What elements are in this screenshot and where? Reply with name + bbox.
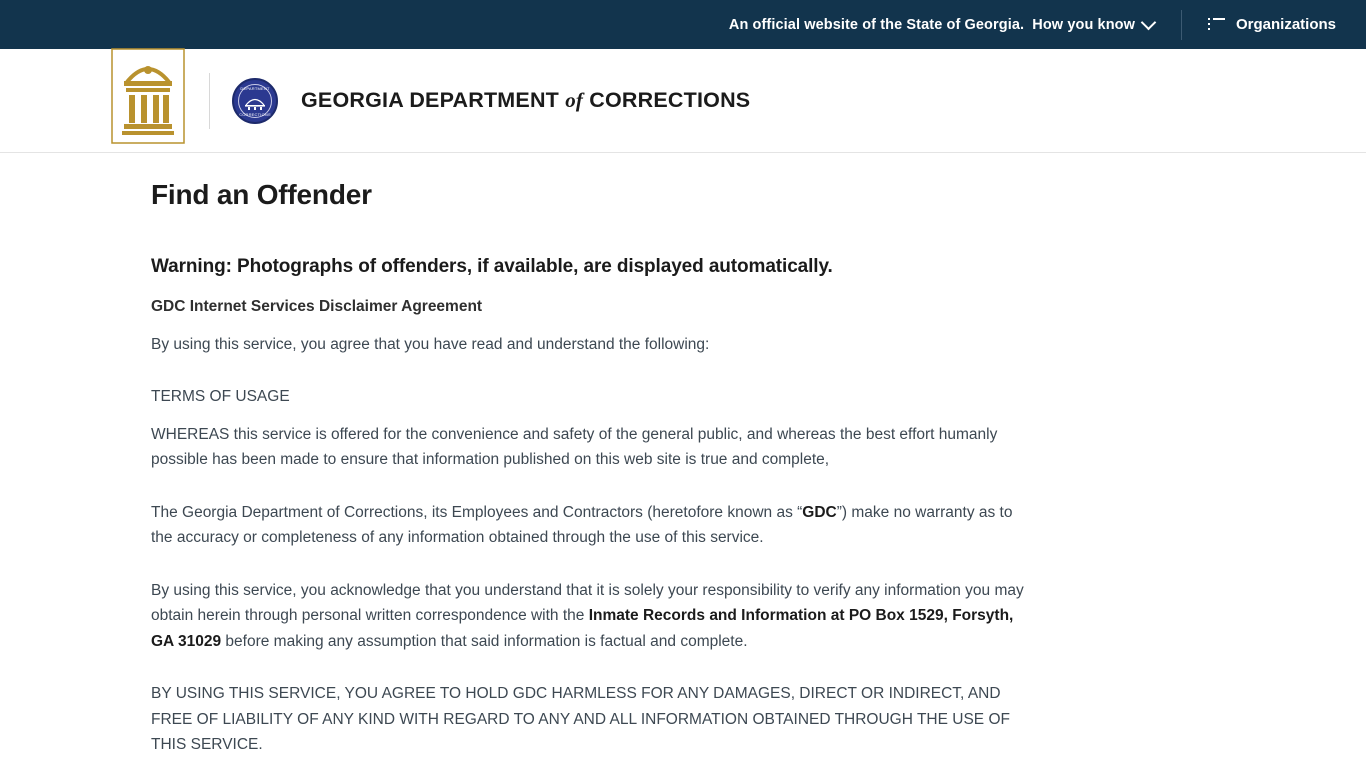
organizations-button[interactable] <box>1208 16 1336 33</box>
seal-text-top: DEPARTMENT <box>240 85 270 91</box>
paragraph-verify-pre: By using this service, you acknowledge that you understand that it is solely your responsibility to verify any information you may obtain herein through personal written correspondence with the <box>151 581 1024 624</box>
how-you-know-button[interactable] <box>1032 17 1155 33</box>
main-content <box>0 179 1366 758</box>
terms-of-usage-label: TERMS OF USAGE <box>151 387 290 405</box>
site-title-part2: CORRECTIONS <box>583 88 751 112</box>
official-website-notice <box>729 17 1155 33</box>
official-website-text: An official website of the State of Georgia. <box>728 16 1025 33</box>
site-title-of: of <box>565 88 584 112</box>
banner-divider <box>1181 10 1182 40</box>
page-title: Find an Offender <box>151 179 372 210</box>
paragraph-harmless: BY USING THIS SERVICE, YOU AGREE TO HOLD GDC HARMLESS FOR ANY DAMAGES, DIRECT OR INDIRECT, AND FREE OF LIABILITY OF ANY KIND WITH REGARD TO ANY AND ALL INFORMATION OBTAINED THROUGH THE USE OF THIS SERVICE. <box>151 685 1010 753</box>
paragraph-verify-post: before making any assumption that said information is factual and complete. <box>221 632 748 650</box>
paragraph-warranty <box>151 500 1031 551</box>
photograph-warning: Warning: Photographs of offenders, if available, are displayed automatically. <box>151 256 833 277</box>
seal-text-bottom: CORRECTIONS <box>239 111 271 117</box>
gdc-seal-icon <box>232 78 278 124</box>
paragraph-verify-bold: Inmate Records and Information at PO Box 1529, Forsyth, GA 31029 <box>151 607 1014 650</box>
paragraph-warranty-bold: GDC <box>802 503 837 521</box>
state-banner <box>0 0 1366 49</box>
paragraph-warranty-pre: The Georgia Department of Corrections, its Employees and Contractors (heretofore known as “ <box>151 503 803 521</box>
site-title-part1: GEORGIA DEPARTMENT <box>301 88 566 112</box>
paragraph-warranty-post: ”) make no warranty as to the accuracy or completeness of any information obtained through the use of this service. <box>151 503 1013 546</box>
site-title[interactable] <box>301 88 750 113</box>
paragraph-verify <box>151 578 1031 655</box>
list-icon <box>1208 18 1225 31</box>
site-header <box>0 49 1366 153</box>
organizations-label: Organizations <box>1235 16 1336 33</box>
georgia-arch-logo-icon <box>111 48 185 144</box>
chevron-down-icon <box>1143 17 1155 29</box>
paragraph-whereas: WHEREAS this service is offered for the convenience and safety of the general public, and whereas the best effort humanly possible has been made to ensure that information published on this web site is true and complete, <box>151 425 998 468</box>
intro-paragraph: By using this service, you agree that you have read and understand the following: <box>151 336 710 353</box>
disclaimer-heading: GDC Internet Services Disclaimer Agreement <box>151 298 483 315</box>
how-you-know-label: How you know <box>1032 16 1135 33</box>
header-divider <box>209 73 210 129</box>
